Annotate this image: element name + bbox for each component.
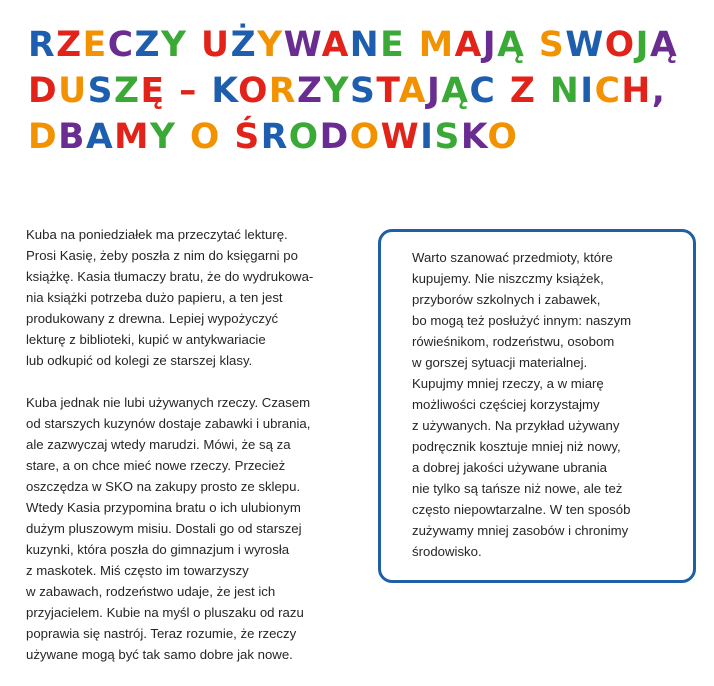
title-letter: O	[189, 117, 235, 157]
info-line: często niepowtarzalne. W ten sposób	[412, 502, 631, 517]
title-letter: I	[420, 117, 435, 157]
title-letter: Y	[149, 117, 190, 157]
title-letter: M	[114, 117, 150, 157]
info-line: przyborów szkolnych i zabawek,	[412, 292, 601, 307]
info-line: rówieśnikom, rodzeństwu, osobom	[412, 334, 615, 349]
title-letter: Ż	[230, 25, 258, 65]
story-line: poprawia się nastrój. Teraz rozumie, że rzeczy	[26, 626, 297, 641]
info-box-text	[412, 247, 692, 562]
story-line: produkowany z drewna. Lepiej wypożyczyć	[26, 311, 279, 326]
title-letter: Z	[509, 71, 550, 111]
title-letter: J	[482, 25, 498, 65]
title-letter: K	[211, 71, 239, 111]
title-letter: H	[621, 71, 652, 111]
title-letter: N	[549, 71, 581, 111]
info-line: kupujemy. Nie niszczmy książek,	[412, 271, 604, 286]
story-line: lekturę z biblioteki, kupić w antykwariacie	[26, 332, 266, 347]
title-letter: D	[319, 117, 350, 157]
story-line: przyjacielem. Kubie na myśl o pluszaku od razu	[26, 605, 304, 620]
title-letter: S	[538, 25, 566, 65]
title-letter: A	[85, 117, 115, 157]
title-letter: D	[28, 117, 59, 157]
title-letter: K	[460, 117, 488, 157]
title-letter: R	[28, 25, 57, 65]
title-line-3	[28, 114, 708, 160]
page-title	[28, 22, 708, 160]
title-letter: A	[454, 25, 483, 65]
story-line: dużym pluszowym misiu. Dostali go od starszej	[26, 521, 302, 536]
title-letter: C	[594, 71, 622, 111]
title-letter: Y	[161, 25, 202, 65]
story-paragraph-2	[26, 392, 356, 665]
info-line: środowisko.	[412, 544, 482, 559]
title-letter: A	[321, 25, 350, 65]
story-line: nia książki potrzeba dużo papieru, a ten jest	[26, 290, 283, 305]
title-letter: O	[349, 117, 381, 157]
story-line: stare, a on chce mieć nowe rzeczy. Przecież	[26, 458, 286, 473]
title-letter: U	[58, 71, 88, 111]
story-line: oszczędza w SKO na zakupy prosto ze sklepu.	[26, 479, 301, 494]
title-letter: C	[107, 25, 135, 65]
story-line: ale zazwyczaj wtedy marudzi. Mówi, że są za	[26, 437, 291, 452]
story-line: Kuba jednak nie lubi używanych rzeczy. Czasem	[26, 395, 311, 410]
title-letter: Z	[297, 71, 324, 111]
title-letter: N	[349, 25, 381, 65]
info-line: w gorszej sytuacji materialnej.	[412, 355, 588, 370]
story-line: Prosi Kasię, żeby poszła z nim do księgarni po	[26, 248, 298, 263]
title-letter: J	[635, 25, 650, 65]
story-line: lub odkupić od kolegi ze starszej klasy.	[26, 353, 253, 368]
info-line: możliwości częściej korzystajmy	[412, 397, 600, 412]
title-letter: I	[580, 71, 595, 111]
title-letter: Ą	[441, 71, 470, 111]
story-text	[26, 224, 356, 686]
info-line: podręcznik kosztuje mniej niż nowy,	[412, 439, 621, 454]
title-letter: A	[398, 71, 427, 111]
story-line: z maskotek. Miś często im towarzyszy	[26, 563, 249, 578]
story-line: w zabawach, rodzeństwo udaje, że jest ich	[26, 584, 276, 599]
title-letter: Z	[56, 25, 83, 65]
title-letter: D	[28, 71, 59, 111]
title-letter: J	[426, 71, 442, 111]
title-letter: O	[238, 71, 269, 111]
title-letter: U	[201, 25, 231, 65]
title-line-1	[28, 22, 708, 68]
title-letter: Z	[134, 25, 162, 65]
title-letter: R	[268, 71, 297, 111]
story-line: od starszych kuzynów dostaje zabawki i ubrania,	[26, 416, 311, 431]
title-letter: W	[565, 25, 605, 65]
title-letter: S	[350, 71, 377, 111]
title-letter: O	[288, 117, 320, 157]
title-letter: W	[380, 117, 421, 157]
info-line: bo mogą też posłużyć innym: naszym	[412, 313, 632, 328]
title-letter: Y	[323, 71, 351, 111]
title-letter: S	[87, 71, 115, 111]
info-line: nie tylko są tańsze niż nowe, ale też	[412, 481, 623, 496]
info-line: Kupujmy mniej rzeczy, a w miarę	[412, 376, 604, 391]
title-letter: S	[434, 117, 461, 157]
title-letter: O	[604, 25, 636, 65]
title-letter: Y	[257, 25, 284, 65]
title-letter: Ą	[649, 25, 679, 65]
story-line: używane mogą być tak samo dobre jak nowe.	[26, 647, 293, 662]
story-line: Kuba na poniedziałek ma przeczytać lekturę.	[26, 227, 288, 242]
title-letter: W	[283, 25, 322, 65]
title-letter: Ś	[234, 117, 261, 157]
title-line-2	[28, 68, 708, 114]
story-line: kuzynki, która poszła do gimnazjum i wyrosła	[26, 542, 290, 557]
title-letter: R	[260, 117, 289, 157]
story-paragraph-1	[26, 224, 356, 371]
info-line: Warto szanować przedmioty, które	[412, 250, 613, 265]
title-letter: Ą	[497, 25, 539, 65]
title-letter: –	[179, 71, 212, 111]
title-letter: Z	[114, 71, 141, 111]
title-letter: B	[58, 117, 86, 157]
title-letter: Ę	[140, 71, 180, 111]
title-letter: C	[469, 71, 510, 111]
title-letter: ,	[651, 71, 667, 111]
story-line: Wtedy Kasia przypomina bratu o ich ulubionym	[26, 500, 301, 515]
info-line: a dobrej jakości używane ubrania	[412, 460, 607, 475]
info-line: zużywamy mniej zasobów i chronimy	[412, 523, 629, 538]
title-letter: T	[376, 71, 399, 111]
title-letter: E	[380, 25, 419, 65]
info-line: z używanych. Na przykład używany	[412, 418, 620, 433]
story-line: książkę. Kasia tłumaczy bratu, że do wydrukowa-	[26, 269, 314, 284]
title-letter: M	[418, 25, 455, 65]
title-letter: O	[487, 117, 519, 157]
title-letter: E	[82, 25, 108, 65]
